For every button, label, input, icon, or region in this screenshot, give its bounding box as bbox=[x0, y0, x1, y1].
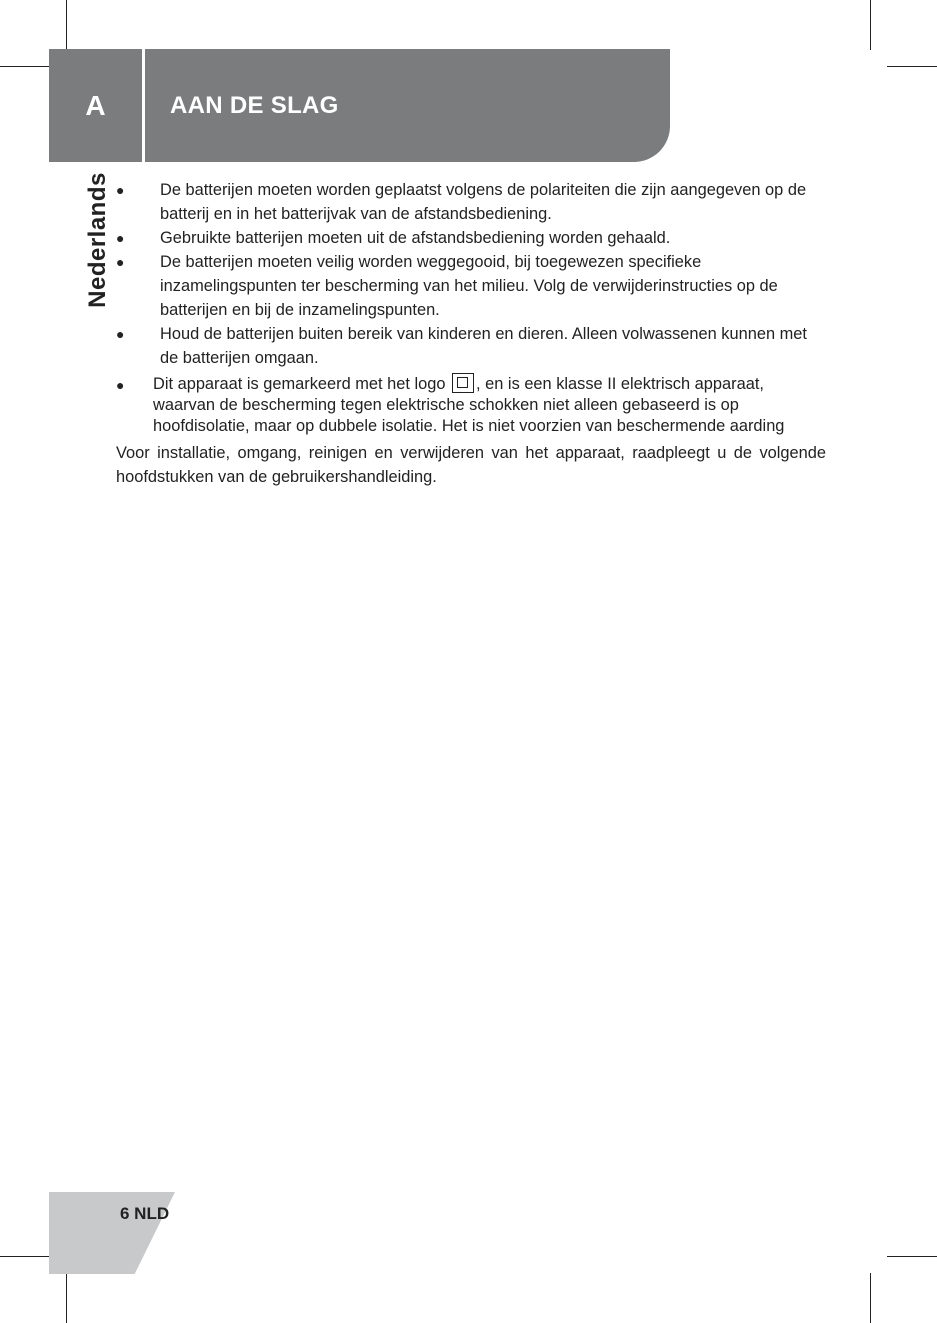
bullet-icon: ● bbox=[116, 254, 125, 270]
bullet-icon: ● bbox=[116, 326, 125, 342]
crop-mark bbox=[870, 0, 871, 50]
list-item bbox=[116, 322, 826, 370]
crop-mark bbox=[66, 1273, 67, 1323]
section-header bbox=[49, 49, 670, 162]
list-item-text bbox=[116, 370, 826, 437]
bullet-icon: ● bbox=[116, 182, 125, 198]
class2-text-after: , en is een klasse II elektrisch apparaat, waarvan de bescherming tegen elektrische schokken niet alleen gebaseerd is op hoofdisolatie, maar op dubbele isolatie. Het is niet voorzien van beschermende aarding bbox=[153, 375, 785, 435]
page-number: 6 NLD bbox=[120, 1204, 170, 1223]
crop-mark bbox=[66, 0, 67, 50]
content bbox=[116, 178, 826, 505]
class-ii-double-insulation-icon bbox=[452, 373, 474, 393]
header-divider bbox=[142, 49, 145, 162]
closing-paragraph: Voor installatie, omgang, reinigen en verwijderen van het apparaat, raadpleegt u de volgende hoofdstukken van de gebruikershandleiding. bbox=[116, 444, 826, 486]
language-side-label: Nederlands bbox=[84, 172, 111, 308]
crop-mark bbox=[870, 1273, 871, 1323]
list-item-text: De batterijen moeten worden geplaatst volgens de polariteiten die zijn aangegeven op de batterij en in het batterijvak van de afstandsbediening. bbox=[160, 181, 807, 223]
list-item bbox=[116, 250, 826, 322]
list-item bbox=[116, 370, 826, 437]
crop-mark bbox=[887, 66, 937, 67]
list-item-text: Gebruikte batterijen moeten uit de afstandsbediening worden gehaald. bbox=[160, 229, 671, 247]
list-item-text: Houd de batterijen buiten bereik van kinderen en dieren. Alleen volwassenen kunnen met de batterijen omgaan. bbox=[160, 325, 807, 367]
section-title: AAN DE SLAG bbox=[170, 91, 339, 119]
bullet-list bbox=[116, 178, 826, 437]
list-item bbox=[116, 226, 826, 250]
crop-mark bbox=[0, 66, 50, 67]
list-item-text: De batterijen moeten veilig worden weggegooid, bij toegewezen specifieke inzamelingspunten ter bescherming van het milieu. Volg de verwijderinstructies op de batterijen en bij de inzamelingspunten. bbox=[160, 253, 778, 319]
crop-mark bbox=[887, 1256, 937, 1257]
crop-mark bbox=[0, 1256, 50, 1257]
class2-text-before: Dit apparaat is gemarkeerd met het logo bbox=[153, 375, 446, 393]
bullet-icon: ● bbox=[116, 230, 125, 246]
bullet-icon: ● bbox=[116, 377, 125, 393]
section-letter: A bbox=[85, 89, 106, 121]
list-item bbox=[116, 178, 826, 226]
